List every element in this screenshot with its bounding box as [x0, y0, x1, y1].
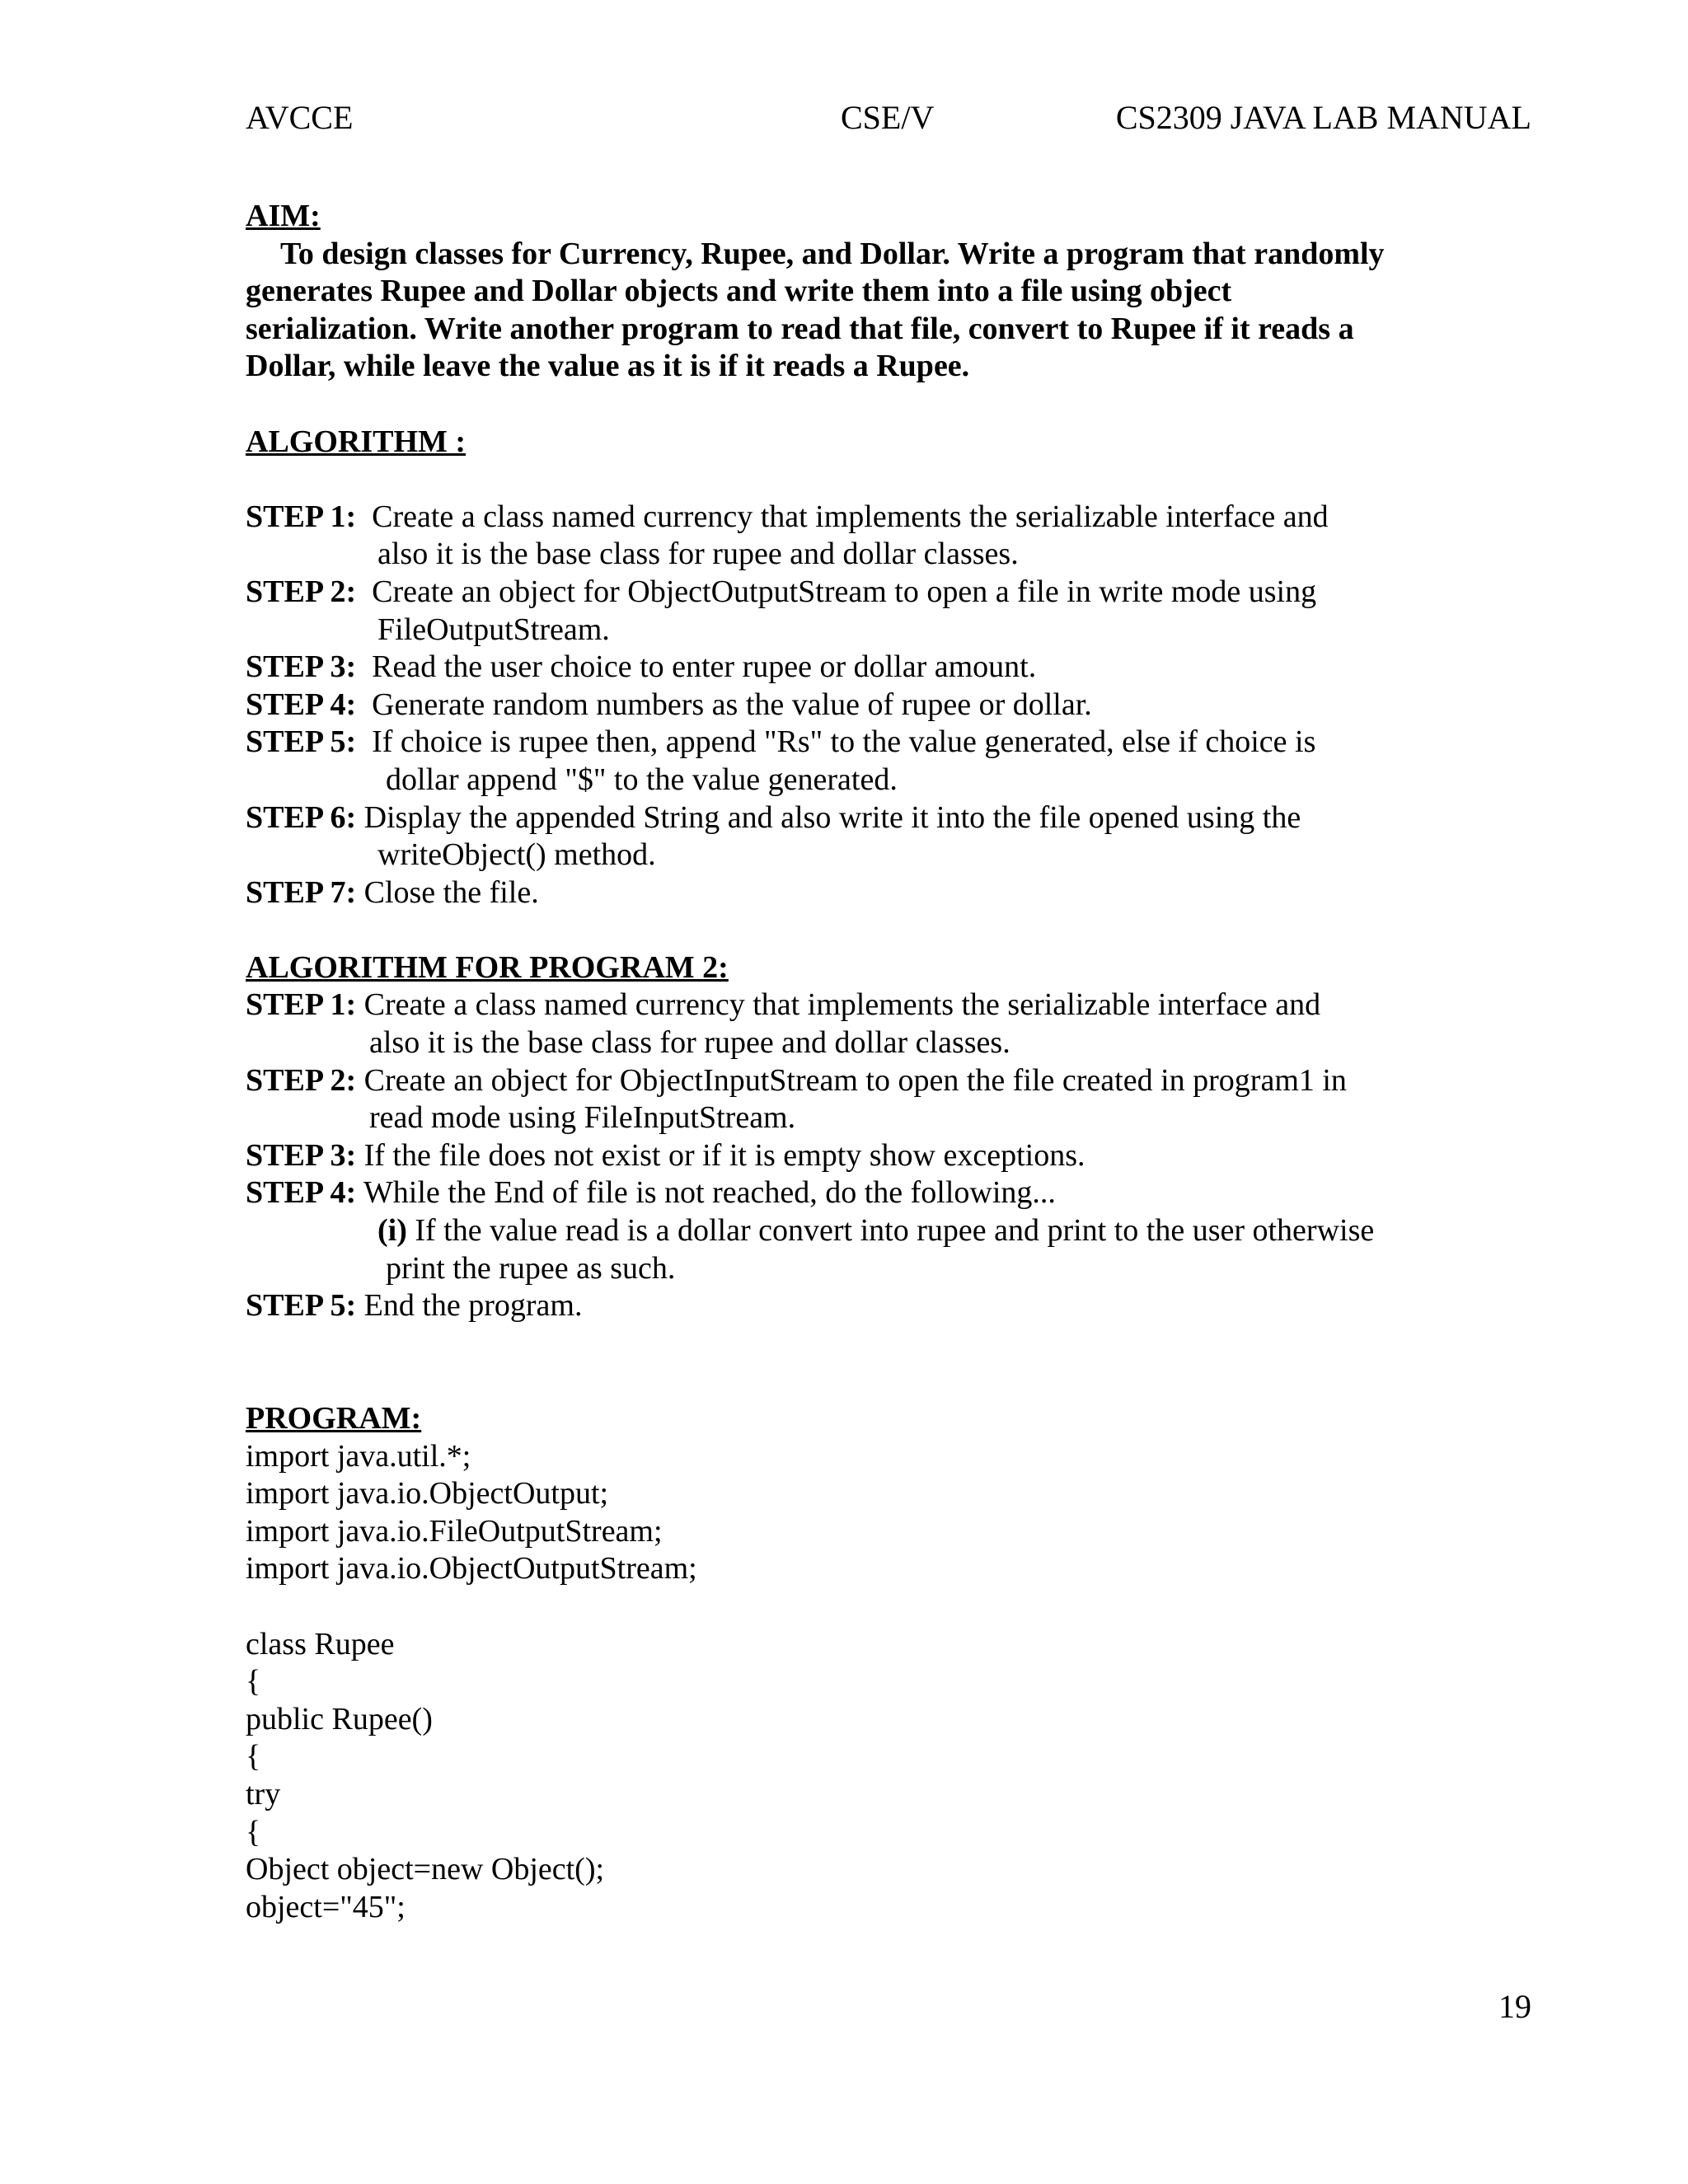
step-text: End the program.: [363, 1288, 583, 1324]
code-line: class Rupee: [246, 1626, 395, 1661]
step-label: STEP 3:: [246, 649, 357, 685]
algorithm2-step: [246, 1137, 1531, 1175]
algorithm2-step: [246, 1174, 1531, 1212]
aim-text-line: Dollar, while leave the value as it is if it reads a Rupee.: [246, 349, 970, 384]
algorithm-step-continuation: also it is the base class for rupee and dollar classes.: [377, 537, 1019, 572]
step-label: STEP 4:: [246, 1175, 357, 1211]
aim-text-line: To design classes for Currency, Rupee, and Dollar. Write a program that randomly: [280, 236, 1385, 271]
step-label: STEP 3:: [246, 1137, 357, 1173]
algorithm-step-continuation: FileOutputStream.: [377, 612, 610, 647]
step-label: STEP 5:: [246, 1288, 357, 1324]
header-institution: AVCCE: [246, 99, 354, 136]
algorithm2-heading: ALGORITHM FOR PROGRAM 2:: [246, 949, 729, 985]
algorithm2-substep: [246, 1212, 1531, 1250]
code-line: {: [246, 1814, 261, 1849]
aim-heading: AIM:: [246, 199, 321, 233]
substep-label: (i): [377, 1213, 407, 1249]
code-line: object="45";: [246, 1889, 406, 1924]
algorithm-step-continuation: writeObject() method.: [377, 837, 656, 873]
step-text: Create an object for ObjectInputStream to open the file created in program1 in: [363, 1062, 1347, 1098]
header-department: CSE/V: [841, 99, 935, 136]
step-text: Close the file.: [363, 874, 539, 910]
step-label: STEP 4:: [246, 687, 357, 722]
step-label: STEP 2:: [246, 574, 357, 609]
algorithm-heading: ALGORITHM :: [246, 424, 467, 459]
algorithm-step: [246, 499, 1531, 537]
aim-text-line: serialization. Write another program to read that file, convert to Rupee if it reads a: [246, 311, 1354, 346]
code-line: {: [246, 1664, 261, 1699]
page-body: [246, 198, 1531, 1926]
program-heading: PROGRAM:: [246, 1401, 422, 1436]
step-text: Create an object for ObjectOutputStream to open a file in write mode using: [372, 574, 1317, 609]
code-line: import java.io.ObjectOutput;: [246, 1476, 609, 1511]
step-text: Create a class named currency that implements the serializable interface and: [363, 987, 1321, 1023]
step-text: Generate random numbers as the value of rupee or dollar.: [372, 687, 1092, 722]
algorithm2-substep-continuation: print the rupee as such.: [386, 1250, 676, 1286]
algorithm2-step: [246, 1062, 1531, 1100]
algorithm2-step-continuation: also it is the base class for rupee and dollar classes.: [369, 1025, 1010, 1061]
step-label: STEP 1:: [246, 987, 357, 1023]
algorithm-step: [246, 724, 1531, 762]
code-line: import java.io.FileOutputStream;: [246, 1513, 663, 1549]
page-number: 19: [1498, 1988, 1531, 2025]
step-text: While the End of file is not reached, do the following...: [363, 1175, 1056, 1211]
code-line: public Rupee(): [246, 1701, 433, 1736]
algorithm-step-continuation: dollar append "$" to the value generated.: [386, 762, 898, 797]
step-label: STEP 1:: [246, 499, 357, 534]
aim-text-line: generates Rupee and Dollar objects and write them into a file using object: [246, 274, 1232, 309]
algorithm-step: [246, 649, 1531, 687]
step-label: STEP 7:: [246, 874, 357, 910]
step-text: Display the appended String and also write it into the file opened using the: [363, 799, 1301, 835]
algorithm-step: [246, 874, 1531, 912]
code-line: try: [246, 1776, 281, 1811]
algorithm2-step: [246, 1287, 1531, 1325]
header-manual-title: CS2309 JAVA LAB MANUAL: [1115, 99, 1531, 136]
algorithm-step: [246, 574, 1531, 612]
algorithm2-step: [246, 987, 1531, 1024]
algorithm-step: [246, 687, 1531, 724]
code-line: import java.io.ObjectOutputStream;: [246, 1551, 697, 1586]
step-label: STEP 2:: [246, 1062, 357, 1098]
code-line: {: [246, 1739, 261, 1774]
algorithm2-step-continuation: read mode using FileInputStream.: [369, 1100, 796, 1136]
page-header: [246, 97, 1531, 138]
step-label: STEP 6:: [246, 799, 357, 835]
step-text: If the file does not exist or if it is empty show exceptions.: [363, 1137, 1085, 1173]
step-text: If choice is rupee then, append "Rs" to the value generated, else if choice is: [372, 724, 1316, 760]
step-text: Read the user choice to enter rupee or dollar amount.: [372, 649, 1037, 685]
code-line: import java.util.*;: [246, 1438, 471, 1474]
step-label: STEP 5:: [246, 724, 357, 760]
code-line: Object object=new Object();: [246, 1852, 605, 1887]
substep-text: If the value read is a dollar convert into rupee and print to the user otherwise: [415, 1213, 1375, 1249]
step-text: Create a class named currency that implements the serializable interface and: [372, 499, 1329, 534]
algorithm-step: [246, 799, 1531, 837]
